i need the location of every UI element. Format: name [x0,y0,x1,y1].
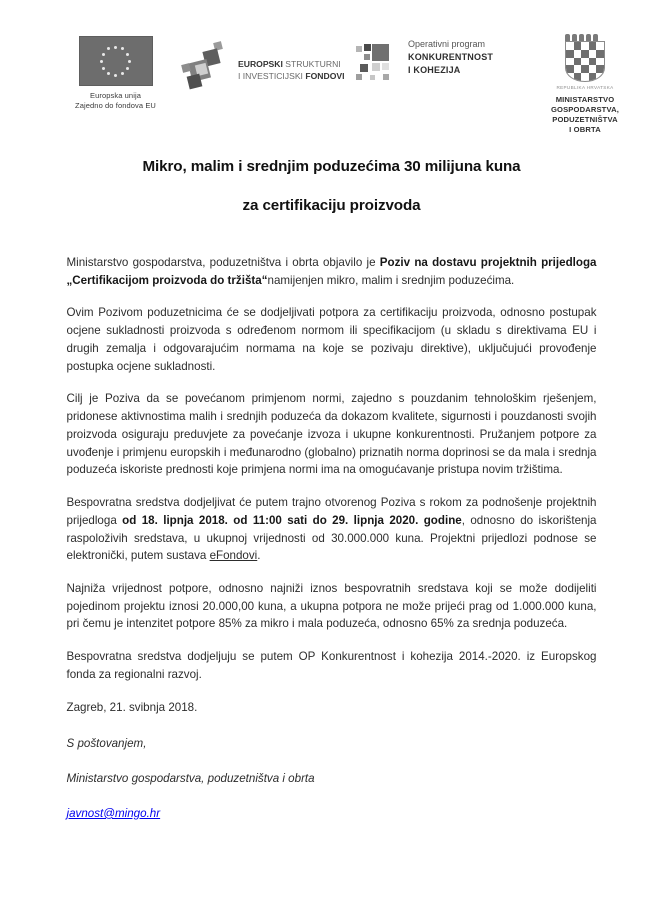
paragraph-6: Bespovratna sredstva dodjeljuju se putem OP Konkurentnost i kohezija 2014.-2020. iz Europskog fonda za regionalni razvoj. [66,650,597,681]
page-title-line2: za certifikaciju proizvoda [242,197,421,214]
document-body [67,254,597,823]
page-title-line1: Mikro, malim i srednjim poduzećima 30 milijuna kuna [142,158,521,175]
esi-logo-text [238,58,345,82]
ministry-line2: GOSPODARSTVA, [550,105,620,115]
eu-caption-line2: Zajedno do fondova EU [75,101,156,111]
efondovi-link[interactable]: eFondovi [209,549,258,563]
eu-caption-line1: Europska unija [89,91,141,100]
republic-label: REPUBLIKA HRVATSKA [556,85,614,90]
esi-line1-light: STRUKTURNI [285,59,341,69]
eu-logo-caption [58,91,173,111]
op-line2: KONKURENTNOST [408,52,494,63]
esi-line2-bold: FONDOVI [305,71,345,82]
european-structural-investment-funds-logo [182,42,345,94]
paragraph-1-bold-call-title: Poziv na dostavu projektnih prijedloga „Certifikacijom proizvoda do tržišta“ [66,256,597,287]
op-logo-text [408,38,493,77]
croatian-coat-of-arms-icon [565,32,605,80]
paragraph-1-text-a: Ministarstvo gospodarstva, poduzetništva i obrta objavilo je [66,256,380,269]
ministry-line1: MINISTARSTVO [555,95,615,104]
eu-flag-logo [58,36,173,111]
contact-email-line [67,805,597,823]
esi-line1-bold: EUROPSKI [238,59,283,69]
paragraph-2: Ovim Pozivom poduzetnicima će se dodjeljivati potpora za certifikaciju proizvoda, odnosno postupak ocjene sukladnosti proizvoda s određenom normom ili specifikacijom (u skladu s direktivama EU i drugih zemalja i odgovarajućim normama na koje se pozivaju direktive), uključujući provođenje postupka ocjene sukladnosti. [66,306,597,373]
paragraph-4 [67,494,597,565]
op-line3: I KOHEZIJA [408,65,461,76]
esi-squares-icon [182,42,234,90]
paragraph-4-bold-deadline: od 18. lipnja 2018. od 11:00 sati do 29. lipnja 2020. godine [122,513,462,527]
paragraph-4-text-b: , odnosno do iskorištenja raspoloživih sredstava, u ukupnoj vrijednosti od 30.000.000 kuna. Projektni prijedlozi podnose se elektronički, putem sustava [66,513,597,563]
ministry-line4: I OBRTA [569,125,601,135]
ministry-line3: PODUZETNIŠTVA [552,115,618,125]
paragraph-3: Cilj je Poziva da se povećanom primjenom normi, zajedno s pouzdanim tehnološkim rješenjem, pridonese aktivnostima malih i srednjih poduzeća da dokazom kvalitete, sigurnosti i pouzdanosti svojih proizvoda osiguraju preduvjete za povećanje izvoza i ukupne konkurentnosti. Pružanjem potpore za uvođenje i primjenu europskih i međunarodno (globalno) priznatih norma doprinosi se da mala i srednja poduzeća iskoriste prednosti koje primjena normi ima na omogućavanje pristupa novim tržištima. [66,392,597,477]
operational-programme-logo [356,38,526,88]
sender-name: Ministarstvo gospodarstva, poduzetništva i obrta [66,772,315,786]
closing-salutation: S poštovanjem, [66,737,147,751]
ministry-name [520,95,650,135]
paragraph-1-text-b: namijenjen mikro, malim i srednjim poduzećima. [267,273,515,287]
eu-flag-icon [79,36,153,86]
esi-line2-light: I INVESTICIJSKI [238,71,303,82]
paragraph-4-text-c: . [257,549,261,563]
place-and-date: Zagreb, 21. svibnja 2018. [66,700,198,714]
op-squares-icon [356,42,400,84]
paragraph-5: Najniža vrijednost potpore, odnosno najniži iznos bespovratnih sredstava koji se može dodijeliti pojedinom projektu iznosi 20.000,00 kuna, a ukupna potpora ne može prijeći prag od 1.000.000 kuna, pri čemu je intenzitet potpore 85% za mikro i mala poduzeća, odnosno 65% za srednja poduzeća. [66,582,597,631]
header-logo-strip [0,0,663,135]
ministry-logo [520,32,650,135]
page-title [0,158,663,214]
paragraph-1 [67,254,597,289]
contact-email-link[interactable]: javnost@mingo.hr [66,806,161,820]
paragraph-4-text-a: Bespovratna sredstva dodjeljivat će putem trajno otvorenog Poziva s rokom za podnošenje projektnih prijedloga [66,496,597,527]
op-line1: Operativni program [408,39,486,49]
